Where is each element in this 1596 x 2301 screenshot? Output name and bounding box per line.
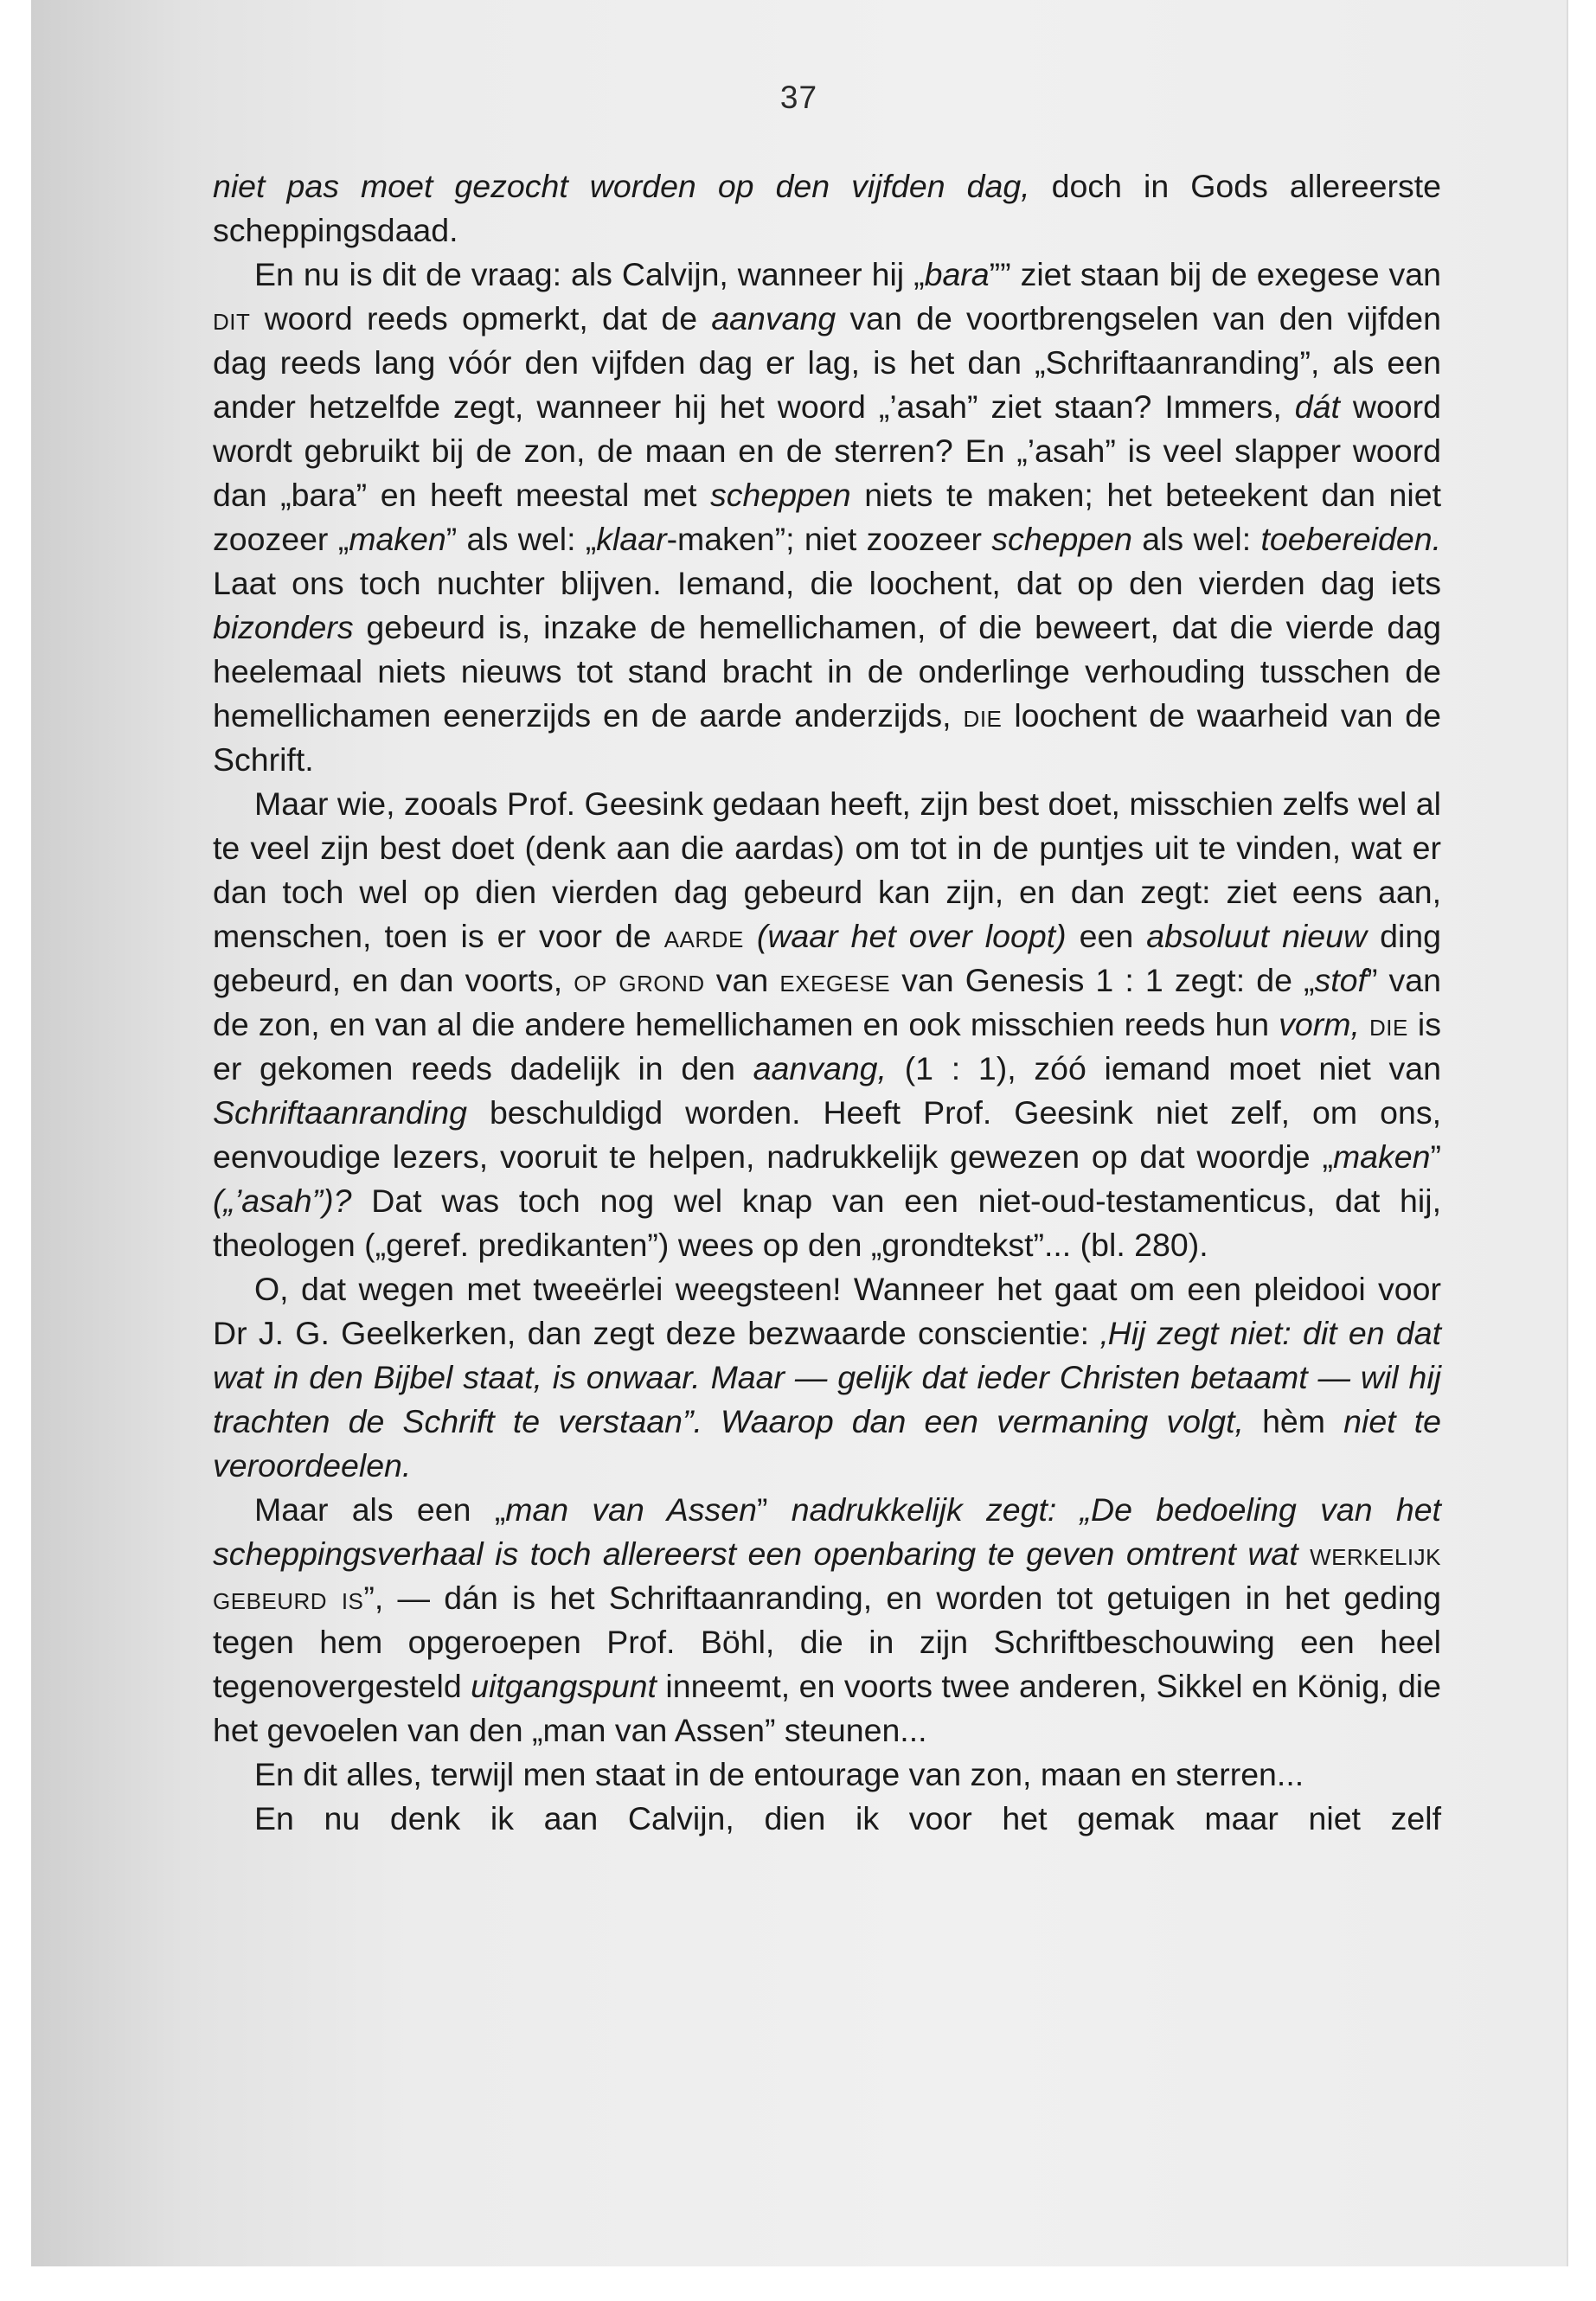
text-run: toebereiden. — [1260, 521, 1441, 557]
text-run: inneemt, en voorts twee anderen, Sikkel en König, die het gevoelen van den „man van Assen” steunen... — [213, 1668, 1441, 1748]
text-run: scheppen — [991, 521, 1132, 557]
text-run: exegese — [779, 962, 891, 998]
text-run: uitgangspunt — [471, 1668, 657, 1704]
text-run: Laat ons toch nuchter blijven. Iemand, die loochent, dat op den vierden dag iets — [213, 565, 1441, 601]
text-run: van de voortbrengselen van den vijfden dag reeds lang vóór den vijfden dag er lag, is het dan „Schriftaanranding”, als een ander hetzelfde zegt, wanneer hij het woord „’asah” ziet staan? Immers, — [213, 300, 1441, 425]
body-text — [213, 164, 1441, 1885]
page-number: 37 — [779, 80, 818, 115]
text-run: niet te veroordeelen. — [213, 1403, 1441, 1484]
text-run — [744, 918, 757, 954]
text-run: werkelijk gebeurd is — [213, 1535, 1441, 1616]
text-run: (waar het over loopt) — [756, 918, 1067, 954]
text-run: -maken”; niet zoozeer — [666, 521, 992, 557]
text-run — [1360, 1006, 1369, 1042]
paragraph — [213, 164, 1441, 253]
text-run: En nu is dit de vraag: als Calvijn, wanneer hij „ — [254, 256, 925, 292]
text-run: ”” ziet staan bij de exegese van — [989, 256, 1441, 292]
paragraph — [213, 1797, 1441, 1885]
paragraph — [213, 782, 1441, 1267]
text-run: En nu denk ik aan Calvijn, dien ik voor het gemak maar niet zelf — [254, 1800, 1441, 1836]
text-run: een — [1066, 918, 1147, 954]
text-run: hèm — [1243, 1403, 1344, 1439]
text-run: bizonders — [213, 609, 354, 645]
text-run: ‚Hij zegt niet: dit en dat wat in den Bijbel staat, is onwaar. Maar — gelijk dat ieder Christen betaamt — wil hij trachten de Schrift te verstaan”. Waarop dan een vermaning volgt, — [213, 1315, 1441, 1439]
text-run: doch in Gods allereerste scheppingsdaad. — [213, 168, 1441, 248]
text-run: nadrukkelijk zegt: „De bedoeling van het scheppingsverhaal is toch allereerst een openbaring te geven omtrent wat — [213, 1491, 1441, 1572]
text-run: absoluut nieuw — [1146, 918, 1368, 954]
text-run: beschuldigd worden. Heeft Prof. Geesink niet zelf, om ons, eenvoudige lezers, vooruit te helpen, nadrukkelijk gewezen op dat woordje „ — [213, 1094, 1441, 1175]
text-run: O, dat wegen met tweeërlei weegsteen! Wanneer het gaat om een pleidooi voor Dr J. G. Geelkerken, dan zegt deze bezwaarde conscientie: — [213, 1271, 1441, 1351]
paragraph — [213, 1267, 1441, 1488]
text-run — [1298, 1535, 1310, 1572]
paragraph — [213, 253, 1441, 782]
text-run: („’asah”)? — [213, 1183, 352, 1219]
text-run: stof — [1314, 962, 1367, 998]
text-run: gebeurd is, inzake de hemellichamen, of die beweert, dat die vierde dag heelemaal niets nieuws tot stand bracht in de onderlinge verhouding tusschen de hemellichamen eenerzijds en de aarde anderzijds, — [213, 609, 1441, 734]
text-run: woord wordt gebruikt bij de zon, de maan en de sterren? En „’asah” is veel slapper woord dan „bara” en heeft meestal met — [213, 388, 1442, 513]
text-run: ” — [1430, 1138, 1441, 1175]
text-run: ” als wel: „ — [445, 521, 597, 557]
paragraph — [213, 1488, 1441, 1753]
text-run: ” van de zon, en van al die andere hemellichamen en ook misschien reeds hun — [213, 962, 1441, 1042]
text-run: aanvang, — [753, 1050, 887, 1086]
text-run: ding gebeurd, en dan voorts, — [213, 918, 1441, 998]
text-run: loochent de waarheid van de Schrift. — [213, 697, 1441, 778]
text-run: (1 : 1), zóó iemand moet niet van — [886, 1050, 1441, 1086]
text-run: dit — [213, 300, 251, 336]
text-run: En dit alles, terwijl men staat in de entourage van zon, maan en sterren... — [254, 1756, 1304, 1792]
text-run: maken — [1332, 1138, 1431, 1175]
text-run: dát — [1294, 388, 1340, 425]
paragraph — [213, 1753, 1441, 1797]
text-run: niets te maken; het beteekent dan niet zoozeer „ — [213, 477, 1441, 557]
book-page — [31, 0, 1567, 2266]
text-run: woord reeds opmerkt, dat de — [250, 300, 712, 336]
text-run: bara — [924, 256, 990, 292]
text-run: als wel: — [1131, 521, 1261, 557]
text-run: ” — [756, 1491, 792, 1528]
text-run: op grond — [574, 962, 705, 998]
text-run: Schriftaanranding — [213, 1094, 467, 1131]
text-run: van — [704, 962, 780, 998]
text-run: klaar — [596, 521, 667, 557]
text-run: Dat was toch nog wel knap van een niet-oud-testamenticus, dat hij, theologen („geref. predikanten”) wees op den „grondtekst”... (bl. 280). — [213, 1183, 1441, 1263]
text-run: die — [1369, 1006, 1408, 1042]
text-run: aanvang — [711, 300, 836, 336]
text-run: Maar als een „ — [254, 1491, 506, 1528]
text-run: is er gekomen reeds dadelijk in den — [213, 1006, 1441, 1086]
text-run: aarde — [663, 918, 744, 954]
text-run: maken — [349, 521, 446, 557]
text-run: van Genesis 1 : 1 zegt: de „ — [890, 962, 1315, 998]
text-run: scheppen — [709, 477, 851, 513]
text-run: niet pas moet gezocht worden op den vijfden dag, — [213, 168, 1030, 204]
text-run: ”, — dán is het Schriftaanranding, en worden tot getuigen in het geding tegen hem opgeroepen Prof. Böhl, die in zijn Schriftbeschouwing een heel tegenovergesteld — [213, 1580, 1442, 1704]
text-run: die — [963, 697, 1003, 734]
text-run: vorm, — [1279, 1006, 1360, 1042]
text-run: Maar wie, zooals Prof. Geesink gedaan heeft, zijn best doet, misschien zelfs wel al te veel zijn best doet (denk aan die aardas) om tot in de puntjes uit te vinden, wat er dan toch wel op dien vierden dag gebeurd kan zijn, en dan zegt: ziet eens aan, menschen, toen is er voor de — [213, 785, 1441, 954]
text-run: man van Assen — [505, 1491, 757, 1528]
